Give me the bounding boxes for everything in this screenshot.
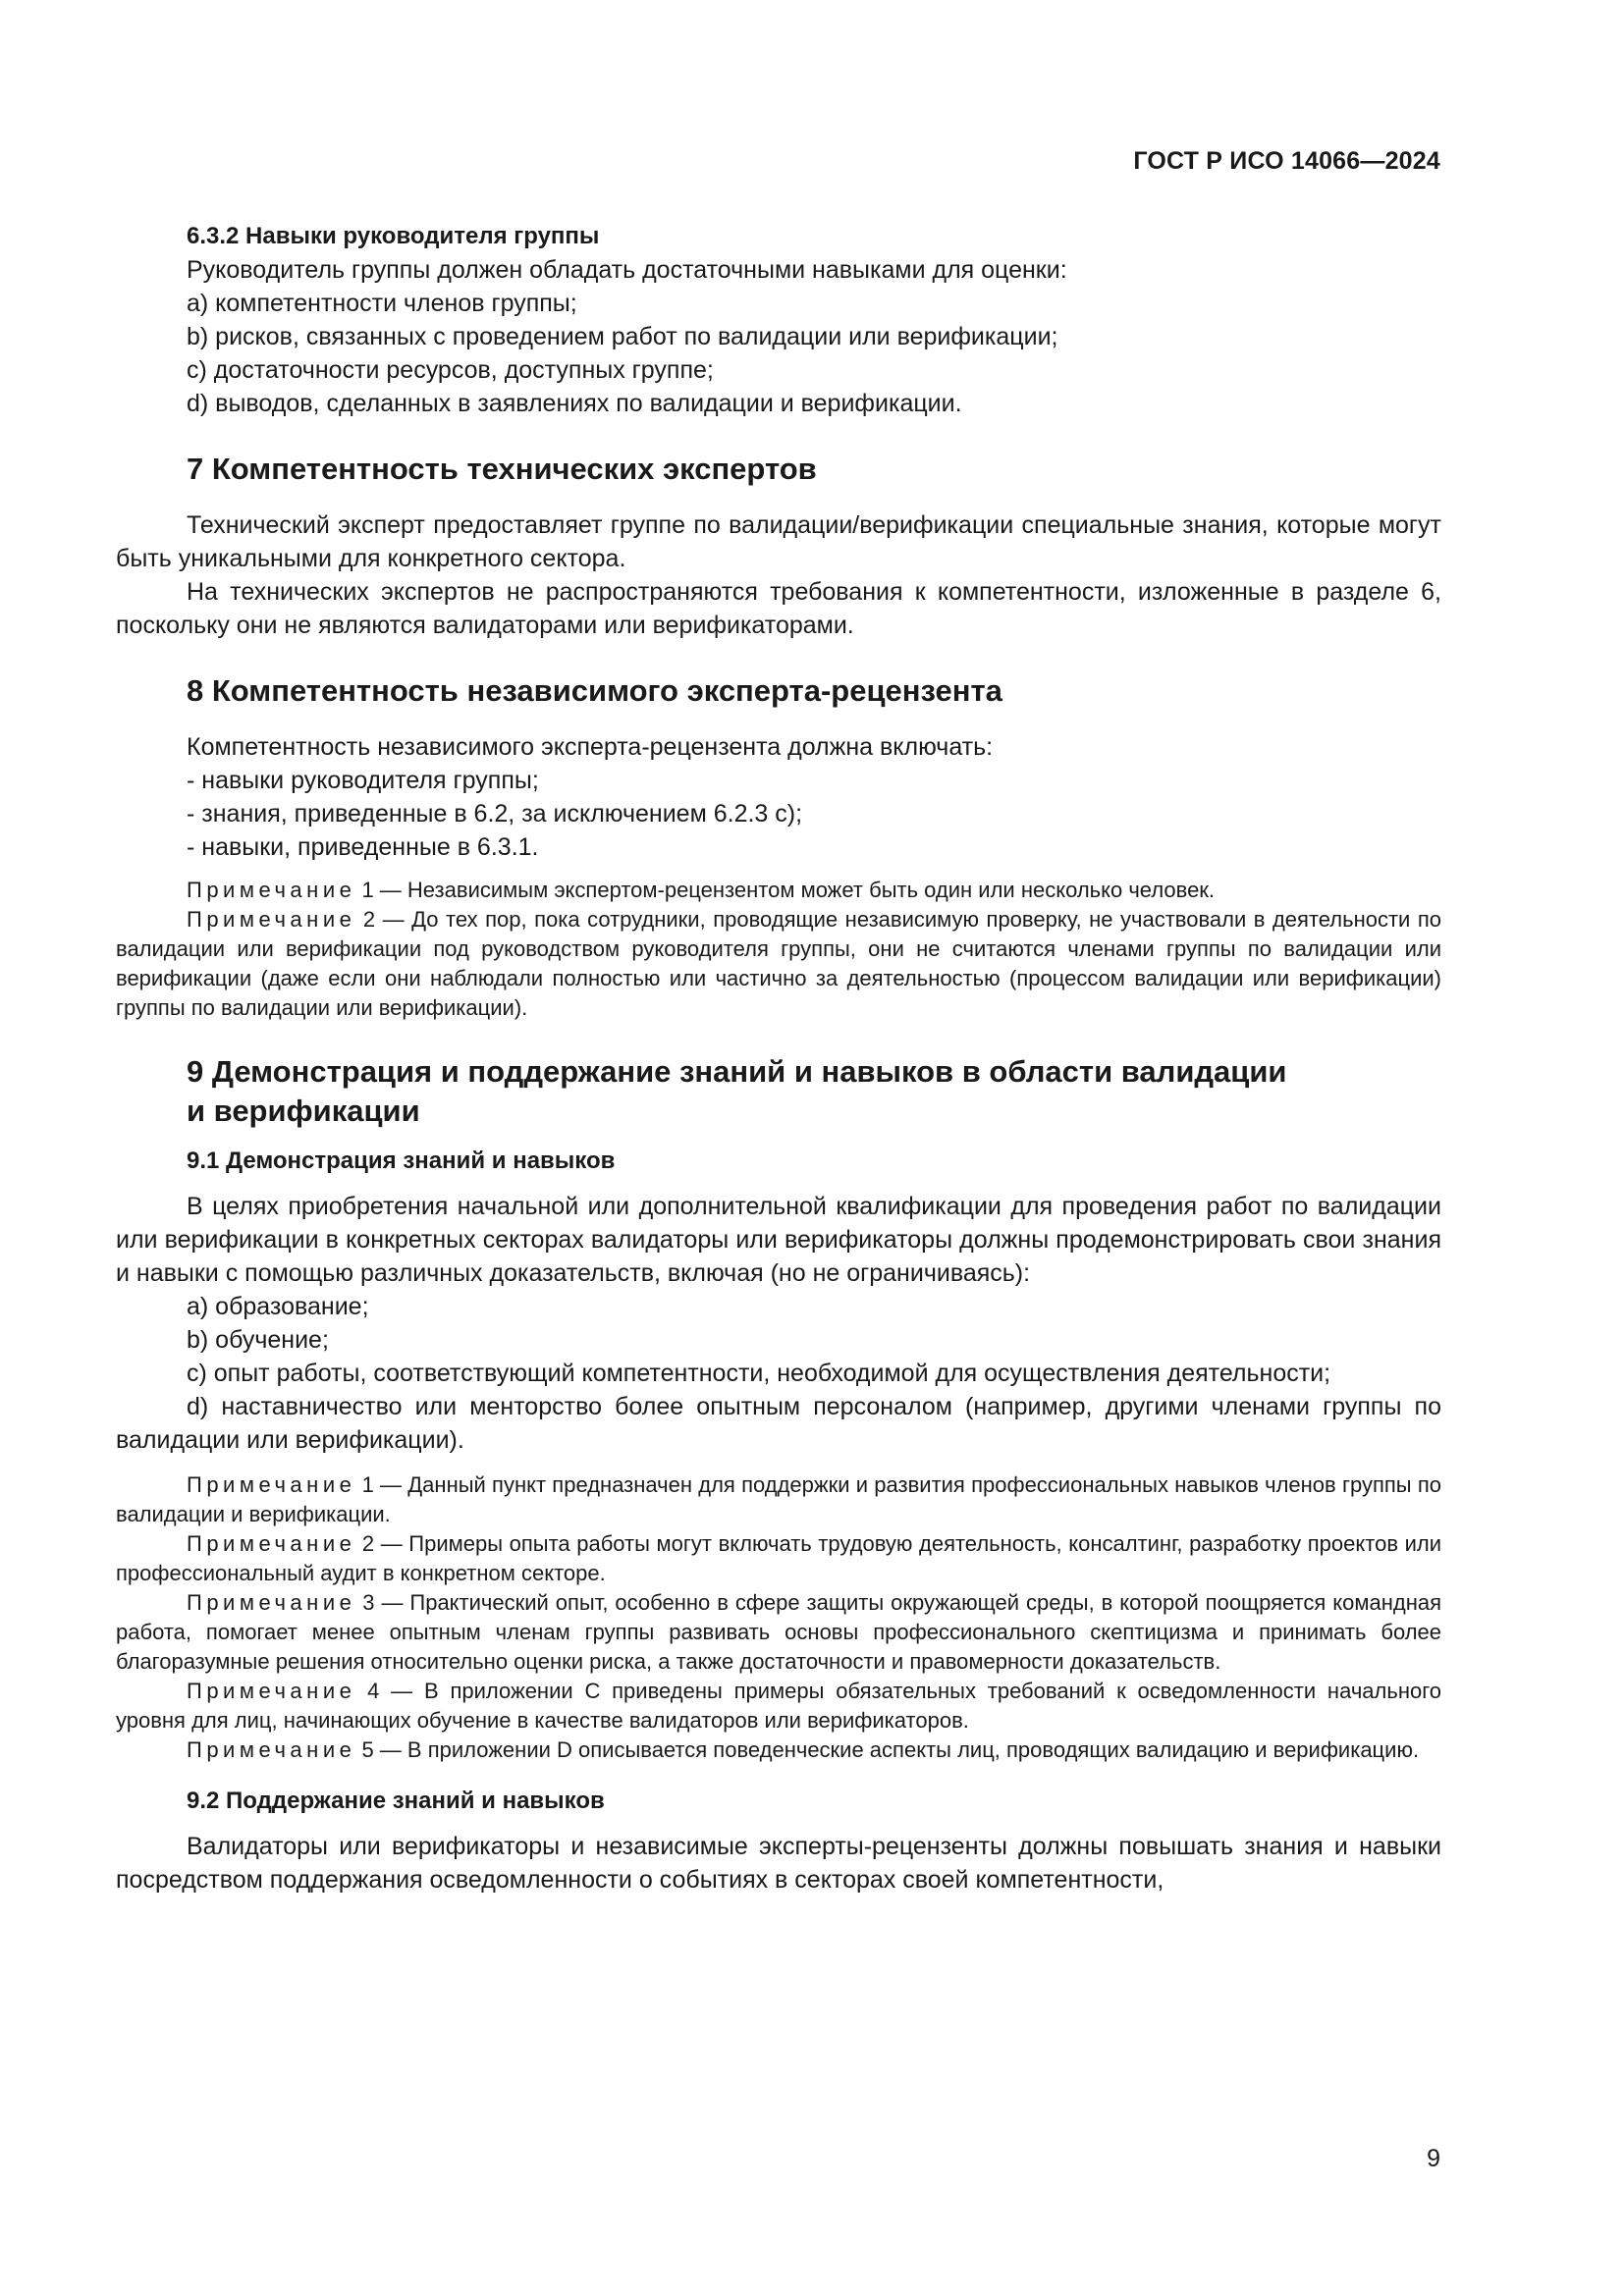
note (116, 1529, 1441, 1588)
note-label: Примечание (187, 907, 356, 932)
paragraph: В целях приобретения начальной или дополнительной квалификации для проведения работ по валидации или верификации в конкретных секторах валидаторы или верификаторы должны продемонстрировать свои знания и навыки с помощью различных доказательств, включая (но не ограничиваясь): (116, 1193, 1441, 1287)
note-text: 2 — Примеры опыта работы могут включать трудовую деятельность, консалтинг, разработку проектов или профессиональный аудит в конкретном секторе. (116, 1531, 1441, 1585)
page-content (116, 220, 1441, 1896)
list-item: a) компетентности членов группы; (187, 290, 577, 317)
note-label: Примечание (187, 1590, 356, 1615)
note (116, 1677, 1441, 1735)
note-text: 5 — В приложении D описывается поведенческие аспекты лиц, проводящих валидацию и верификацию. (355, 1737, 1420, 1762)
paragraph: Валидаторы или верификаторы и независимые эксперты-рецензенты должны повышать знания и навыки посредством поддержания осведомленности о событиях в секторах своей компетентности, (116, 1833, 1441, 1894)
note-text: 1 — Данный пункт предназначен для поддержки и развития профессиональных навыков членов группы по валидации и верификации. (116, 1472, 1441, 1526)
section-8-intro: Компетентность независимого эксперта-рецензента должна включать: (187, 733, 994, 761)
note (116, 1470, 1441, 1529)
note (116, 1588, 1441, 1677)
section-9-title-line-1: 9 Демонстрация и поддержание знаний и навыков в области валидации (187, 1054, 1287, 1089)
list-item: c) опыт работы, соответствующий компетентности, необходимой для осуществления деятельности; (187, 1360, 1331, 1387)
note (116, 905, 1441, 1023)
section-9-1-title: 9.1 Демонстрация знаний и навыков (187, 1148, 616, 1174)
section-9-title-line-2: и верификации (187, 1094, 420, 1128)
list-item: - знания, приведенные в 6.2, за исключением 6.2.3 с); (187, 800, 803, 828)
note-text: 1 — Независимым экспертом-рецензентом может быть один или несколько человек. (355, 878, 1216, 902)
note-label: Примечание (187, 878, 356, 902)
note (116, 876, 1441, 905)
section-7-title: 7 Компетентность технических экспертов (187, 452, 817, 486)
page-number: 9 (1427, 2145, 1440, 2172)
section-6-3-2-intro: Руководитель группы должен обладать достаточными навыками для оценки: (187, 256, 1067, 284)
list-item: d) наставничество или менторство более опытным персоналом (например, другими членами группы по валидации или верификации). (116, 1393, 1441, 1454)
section-8-title: 8 Компетентность независимого эксперта-рецензента (187, 673, 1002, 708)
list-item: c) достаточности ресурсов, доступных группе; (187, 356, 714, 384)
paragraph: На технических экспертов не распространяются требования к компетентности, изложенные в разделе 6, поскольку они не являются валидаторами или верификаторами. (116, 578, 1441, 639)
list-item: d) выводов, сделанных в заявлениях по валидации и верификации. (187, 390, 962, 417)
document-header: ГОСТ Р ИСО 14066—2024 (1133, 147, 1440, 175)
paragraph: Технический эксперт предоставляет группе по валидации/верификации специальные знания, которые могут быть уникальными для конкретного сектора. (116, 511, 1441, 572)
note-label: Примечание (187, 1679, 356, 1703)
list-item: - навыки, приведенные в 6.3.1. (187, 833, 539, 861)
section-6-3-2-title: 6.3.2 Навыки руководителя группы (187, 223, 600, 249)
note (116, 1735, 1441, 1765)
list-item: a) образование; (187, 1293, 369, 1320)
list-item: b) обучение; (187, 1326, 329, 1354)
note-label: Примечание (187, 1531, 356, 1556)
list-item: - навыки руководителя группы; (187, 767, 539, 794)
section-9-2-title: 9.2 Поддержание знаний и навыков (187, 1788, 605, 1814)
list-item: b) рисков, связанных с проведением работ по валидации или верификации; (187, 323, 1058, 350)
note-text: 2 — До тех пор, пока сотрудники, проводящие независимую проверку, не участвовали в деятельности по валидации или верификации под руководством руководителя группы, они не считаются членами группы по валидации или верификации (даже если они наблюдали полностью или частично за деятельностью (процессом валидации или верификации) группы по валидации или верификации). (116, 907, 1441, 1020)
note-label: Примечание (187, 1737, 356, 1762)
note-text: 4 — В приложении С приведены примеры обязательных требований к осведомленности начального уровня для лиц, начинающих обучение в качестве валидаторов или верификаторов. (116, 1679, 1441, 1733)
note-text: 3 — Практический опыт, особенно в сфере защиты окружающей среды, в которой поощряется командная работа, помогает менее опытным членам группы развивать основы профессионального скептицизма и принимать более благоразумные решения относительно оценки риска, а также достаточности и правомерности доказательств. (116, 1590, 1441, 1674)
note-label: Примечание (187, 1472, 356, 1497)
